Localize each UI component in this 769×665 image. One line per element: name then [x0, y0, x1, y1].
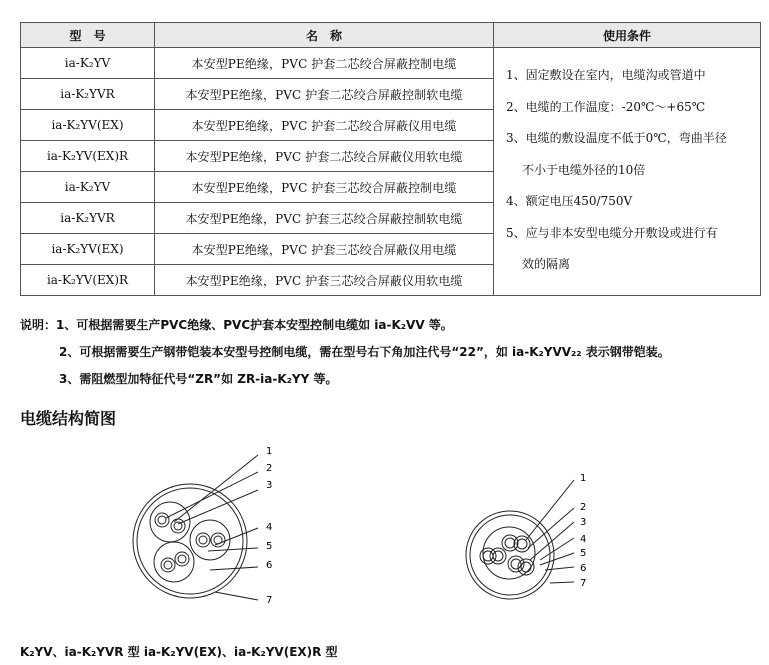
- conductor-core: [196, 533, 210, 547]
- label-5: 5: [580, 548, 587, 559]
- header-name: 名 称: [155, 23, 494, 48]
- name-cell: 本安型PE绝缘，PVC 护套二芯绞合屏蔽控制电缆: [155, 48, 494, 79]
- conductor-wire: [158, 516, 166, 524]
- label-4: 4: [266, 522, 273, 533]
- model-cell: ia-K₂YV: [21, 172, 155, 203]
- leader-line: [540, 538, 574, 560]
- leader-line: [545, 567, 574, 570]
- condition-item: 2、电缆的工作温度：-20℃～+65℃: [506, 99, 706, 114]
- model-cell: ia-K₂YV(EX)R: [21, 265, 155, 296]
- two-core-cable-diagram: [133, 455, 258, 600]
- name-cell: 本安型PE绝缘，PVC 护套三芯绞合屏蔽控制软电缆: [155, 203, 494, 234]
- section-title: 电缆结构简图: [20, 409, 117, 428]
- condition-item: 5、应与非本安型电缆分开敷设或进行有: [506, 225, 718, 240]
- label-6: 6: [266, 560, 273, 571]
- label-7: 7: [580, 578, 587, 589]
- leader-line: [210, 567, 258, 570]
- conductor-wire: [493, 551, 503, 561]
- name-cell: 本安型PE绝缘，PVC 护套三芯绞合屏蔽控制电缆: [155, 172, 494, 203]
- leader-line: [215, 528, 258, 545]
- name-cell: 本安型PE绝缘，PVC 护套二芯绞合屏蔽仪用电缆: [155, 110, 494, 141]
- note-3: 3、需阻燃型加特征代号“ZR”如 ZR-ia-K₂YY 等。: [59, 372, 338, 386]
- model-cell: ia-K₂YVR: [21, 203, 155, 234]
- note-2: 2、可根据需要生产钢带铠装本安型号控制电缆，需在型号右下角加注代号“22”，如 ia-K₂YVV₂₂ 表示钢带铠装。: [59, 345, 670, 359]
- diagram-caption: K₂YV、ia-K₂YVR 型 ia-K₂YV(EX)、ia-K₂YV(EX)R 型: [20, 645, 338, 659]
- leader-line: [178, 490, 258, 524]
- model-cell: ia-K₂YV(EX): [21, 110, 155, 141]
- model-cell: ia-K₂YVR: [21, 79, 155, 110]
- note-1: 说明：1、可根据需要生产PVC绝缘、PVC护套本安型控制电缆如 ia-K₂VV 等。: [20, 318, 453, 332]
- conductor-wire: [517, 539, 527, 549]
- label-3: 3: [580, 517, 587, 528]
- name-cell: 本安型PE绝缘，PVC 护套二芯绞合屏蔽控制软电缆: [155, 79, 494, 110]
- label-3: 3: [266, 480, 273, 491]
- model-cell: ia-K₂YV(EX)R: [21, 141, 155, 172]
- label-1: 1: [580, 473, 587, 484]
- leader-line: [215, 592, 258, 600]
- outer-sheath: [466, 511, 554, 599]
- conductor-core: [480, 548, 496, 564]
- name-cell: 本安型PE绝缘，PVC 护套三芯绞合屏蔽仪用软电缆: [155, 265, 494, 296]
- condition-item: 1、固定敷设在室内，电缆沟或管道中: [506, 68, 706, 82]
- conductor-core: [175, 552, 189, 566]
- conductor-core: [161, 558, 175, 572]
- leader-line: [526, 480, 574, 540]
- header-conditions: 使用条件: [494, 23, 761, 48]
- label-2: 2: [266, 463, 273, 474]
- conductor-core: [171, 519, 185, 533]
- leader-line: [208, 548, 258, 551]
- conductor-wire: [521, 562, 531, 572]
- condition-item: 3、电缆的敷设温度不低于0℃，弯曲半径: [506, 131, 727, 145]
- conductor-wire: [164, 561, 172, 569]
- conductor-wire: [511, 559, 521, 569]
- condition-item: 效的隔离: [522, 257, 571, 271]
- label-6: 6: [580, 563, 587, 574]
- label-4: 4: [580, 534, 587, 545]
- leader-line: [550, 582, 574, 583]
- header-model: 型 号: [21, 23, 155, 48]
- label-1: 1: [266, 446, 273, 457]
- name-cell: 本安型PE绝缘，PVC 护套二芯绞合屏蔽仪用软电缆: [155, 141, 494, 172]
- conductor-wire: [178, 555, 186, 563]
- conductor-core: [211, 533, 225, 547]
- condition-item: 不小于电缆外径的10倍: [522, 162, 646, 177]
- conductor-wire: [505, 538, 515, 548]
- leader-line: [166, 472, 258, 518]
- conductor-core: [155, 513, 169, 527]
- label-2: 2: [580, 502, 587, 513]
- model-cell: ia-K₂YV(EX): [21, 234, 155, 265]
- label-5: 5: [266, 541, 273, 552]
- conductor-wire: [199, 536, 207, 544]
- leader-line: [540, 553, 574, 565]
- model-cell: ia-K₂YV: [21, 48, 155, 79]
- condition-item: 4、额定电压450/750V: [506, 194, 633, 208]
- three-core-cable-diagram: [466, 480, 574, 599]
- conductor-wire: [483, 551, 493, 561]
- name-cell: 本安型PE绝缘，PVC 护套三芯绞合屏蔽仪用电缆: [155, 234, 494, 265]
- label-7: 7: [266, 595, 273, 606]
- conductor-core: [490, 548, 506, 564]
